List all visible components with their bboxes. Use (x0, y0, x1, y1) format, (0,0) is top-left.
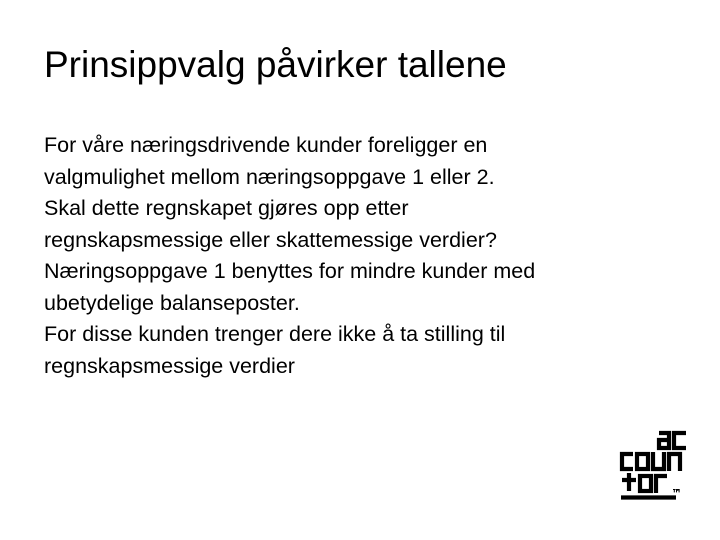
paragraph-line: valgmulighet mellom næringsoppgave 1 eller 2. (44, 164, 495, 189)
paragraph-3 (44, 256, 684, 319)
paragraph-line: Næringsoppgave 1 benyttes for mindre kunder med (44, 259, 536, 283)
paragraph-line: For disse kunden trenger dere ikke å ta stilling til (44, 322, 506, 346)
slide-title: Prinsippvalg påvirker tallene (44, 44, 507, 85)
paragraph-line: Skal dette regnskapet gjøres opp etter (44, 196, 409, 220)
paragraph-line: ubetydelige balanseposter. (44, 290, 300, 315)
paragraph-line: regnskapsmessige verdier (44, 353, 295, 378)
paragraph-2 (44, 193, 684, 256)
accountor-logo (618, 428, 690, 500)
paragraph-line: For våre næringsdrivende kunder foreligger en (44, 133, 488, 157)
paragraph-1 (44, 130, 684, 193)
slide-body (44, 130, 684, 382)
paragraph-4 (44, 319, 684, 382)
paragraph-line: regnskapsmessige eller skattemessige verdier? (44, 227, 497, 252)
